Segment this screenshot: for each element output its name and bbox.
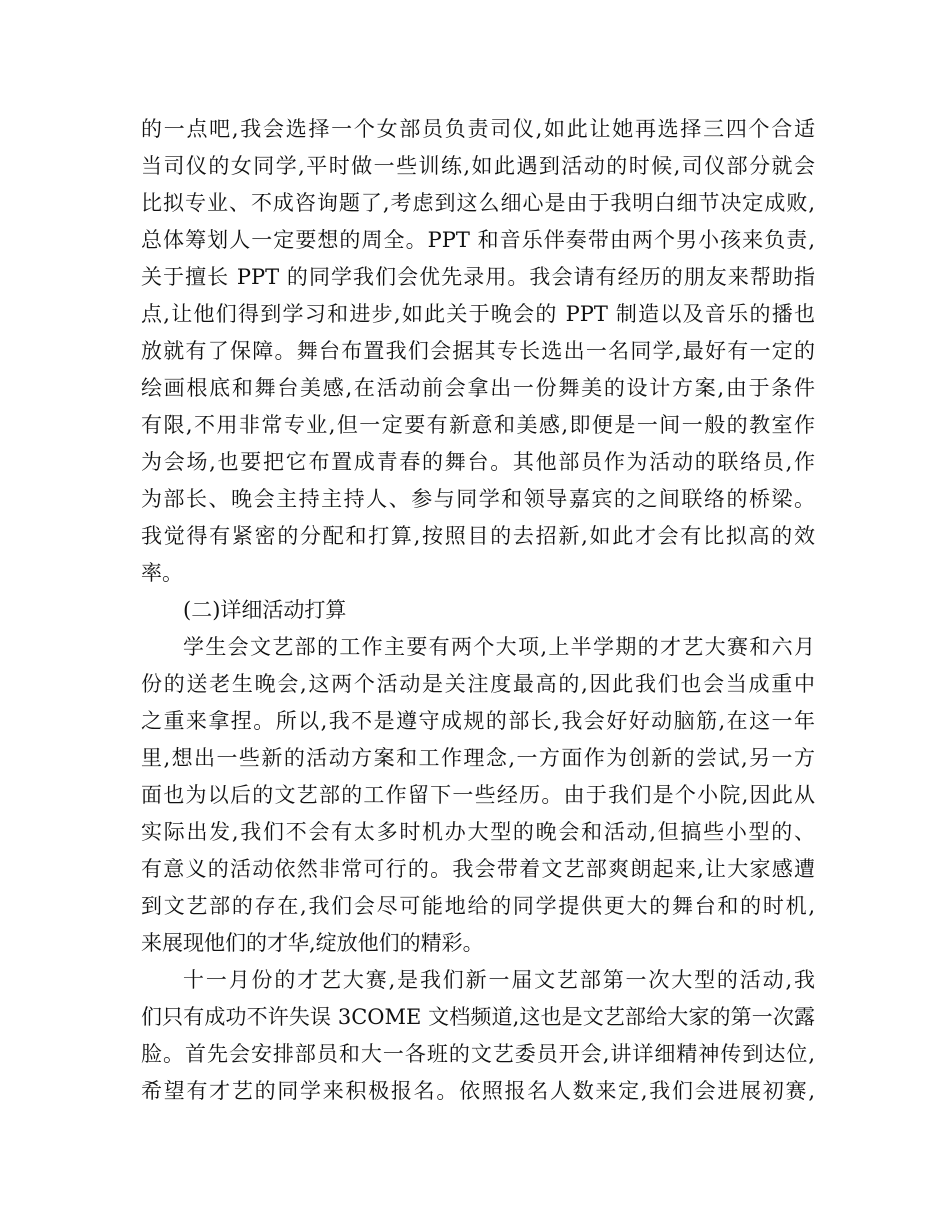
text-line: 当司仪的女同学,平时做一些训练,如此遇到活动的时候,司仪部分就会 [141,154,815,178]
text-line: 学生会文艺部的工作主要有两个大项,上半学期的才艺大赛和六月 [183,635,815,659]
text-line: 绘画根底和舞台美感,在活动前会拿出一份舞美的设计方案,由于条件 [141,376,815,400]
text-line: 为会场,也要把它布置成青春的舞台。其他部员作为活动的联络员,作 [141,450,815,474]
text-line: 的一点吧,我会选择一个女部员负责司仪,如此让她再选择三四个合适 [141,117,815,141]
text-line: 份的送老生晚会,这两个活动是关注度最高的,因此我们也会当成重中 [141,672,815,696]
text-line: 实际出发,我们不会有太多时机办大型的晚会和活动,但搞些小型的、 [141,820,815,844]
text-line: 里,想出一些新的活动方案和工作理念,一方面作为创新的尝试,另一方 [141,746,815,770]
text-line: 有限,不用非常专业,但一定要有新意和美感,即便是一间一般的教室作 [141,413,815,437]
text-line: 到文艺部的存在,我们会尽可能地给的同学提供更大的舞台和的时机, [141,894,815,918]
text-line: 总体筹划人一定要想的周全。PPT 和音乐伴奏带由两个男小孩来负责, [141,228,815,252]
text-line: 率。 [141,561,183,585]
text-line: 为部长、晚会主持主持人、参与同学和领导嘉宾的之间联络的桥梁。 [141,487,815,511]
text-line: 比拟专业、不成咨询题了,考虑到这么细心是由于我明白细节决定成败, [141,191,815,215]
text-line: 们只有成功不许失误 3COME 文档频道,这也是文艺部给大家的第一次露 [141,1005,815,1029]
document-body [141,111,815,1110]
text-line: 有意义的活动依然非常可行的。我会带着文艺部爽朗起来,让大家感遭 [141,857,815,881]
text-line: 点,让他们得到学习和进步,如此关于晚会的 PPT 制造以及音乐的播也 [141,302,815,326]
text-line: 面也为以后的文艺部的工作留下一些经历。由于我们是个小院,因此从 [141,783,815,807]
text-line: 脸。首先会安排部员和大一各班的文艺委员开会,讲详细精神传到达位, [141,1042,815,1066]
text-line: 来展现他们的才华,绽放他们的精彩。 [141,931,484,955]
text-line: 关于擅长 PPT 的同学我们会优先录用。我会请有经历的朋友来帮助指 [141,265,815,289]
text-line: 放就有了保障。舞台布置我们会据其专长选出一名同学,最好有一定的 [141,339,815,363]
text-line: 希望有才艺的同学来积极报名。依照报名人数来定,我们会进展初赛, [141,1079,815,1103]
text-line: (二)详细活动打算 [183,598,347,622]
text-line: 之重来拿捏。所以,我不是遵守成规的部长,我会好好动脑筋,在这一年 [141,709,815,733]
text-line: 我觉得有紧密的分配和打算,按照目的去招新,如此才会有比拟高的效 [141,524,815,548]
text-line: 十一月份的才艺大赛,是我们新一届文艺部第一次大型的活动,我 [183,968,815,992]
